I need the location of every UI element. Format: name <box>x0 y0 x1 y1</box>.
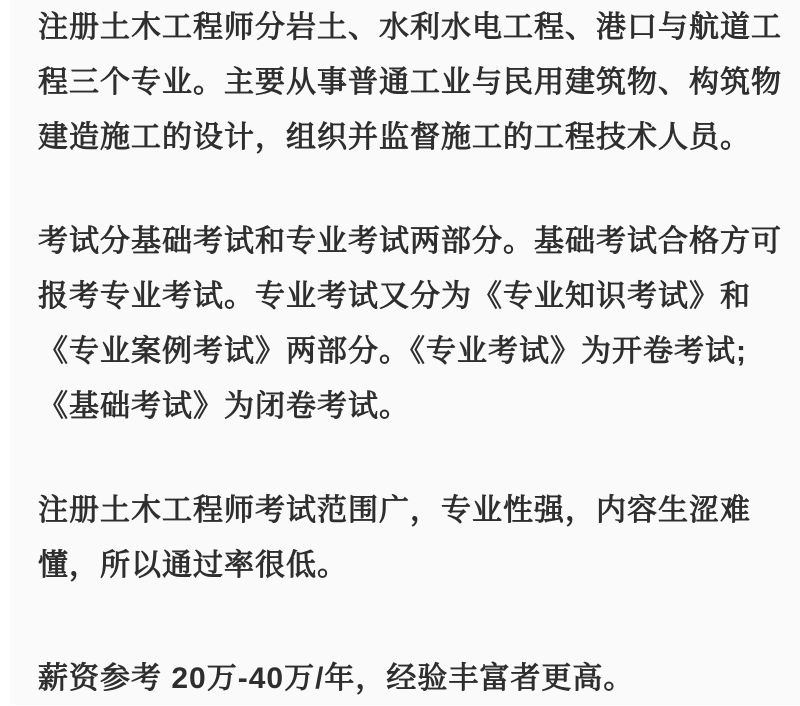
paragraph-exam-structure <box>38 214 780 434</box>
text-line: 注册土木工程师分岩土、水利水电工程、港口与航道工 <box>38 11 782 44</box>
text-line: 《基础考试》为闭卷考试。 <box>38 390 410 423</box>
paragraph-salary <box>38 651 780 706</box>
text-line: 考试分基础考试和专业考试两部分。基础考试合格方可 <box>38 225 782 258</box>
text-line: 《专业案例考试》两部分。《专业考试》为开卷考试; <box>38 335 747 368</box>
text-line: 建造施工的设计，组织并监督施工的工程技术人员。 <box>38 121 751 154</box>
text-line: 懂，所以通过率很低。 <box>38 549 348 582</box>
paragraph-professions <box>38 0 780 165</box>
text-line: 注册土木工程师考试范围广，专业性强，内容生涩难 <box>38 494 751 527</box>
text-line: 报考专业考试。专业考试又分为《专业知识考试》和 <box>38 280 751 313</box>
article-body <box>10 0 800 706</box>
text-line: 程三个专业。主要从事普通工业与民用建筑物、构筑物 <box>38 66 782 99</box>
paragraph-difficulty <box>38 483 780 593</box>
page-left-margin <box>0 0 10 705</box>
text-line: 薪资参考 20万-40万/年，经验丰富者更高。 <box>38 662 635 695</box>
